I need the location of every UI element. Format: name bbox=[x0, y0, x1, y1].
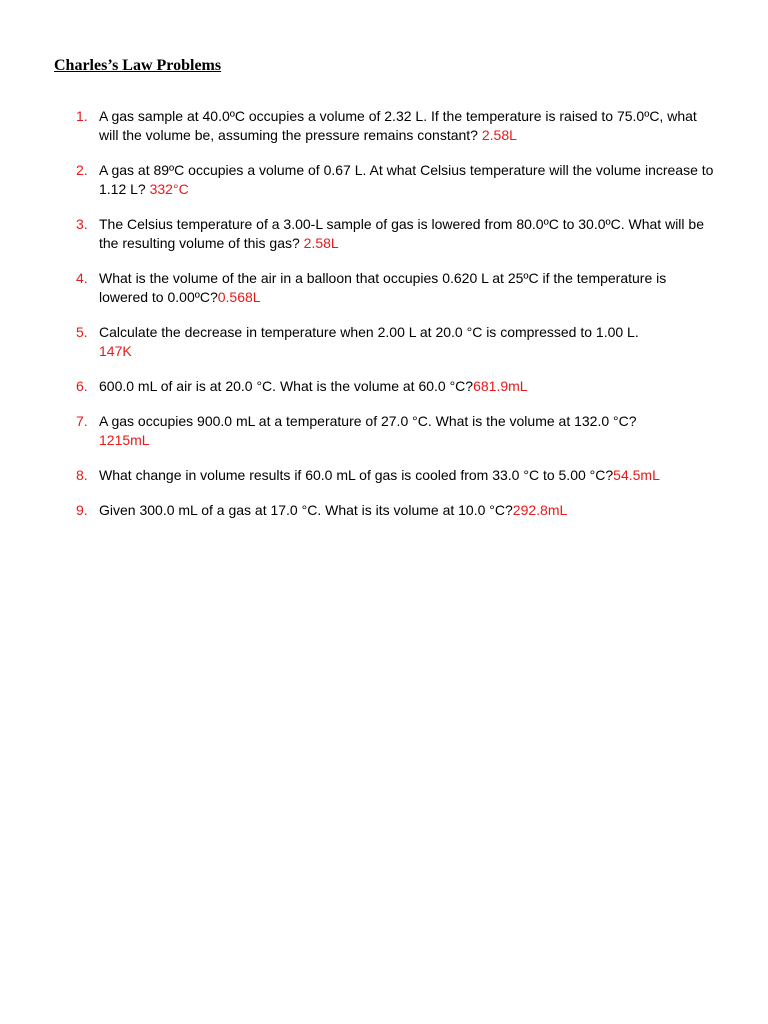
problem-item bbox=[0, 412, 768, 450]
problem-text: Calculate the decrease in temperature when 2.00 L at 20.0 °C is compressed to 1.00 L. bbox=[99, 324, 639, 340]
problem-number: 9. bbox=[76, 502, 88, 518]
problem-item bbox=[0, 377, 768, 396]
problem-answer: 0.568L bbox=[217, 289, 261, 305]
problem-item bbox=[0, 161, 768, 199]
page-title: Charles’s Law Problems bbox=[54, 57, 222, 74]
problem-answer: 54.5mL bbox=[613, 467, 660, 483]
problem-answer: 332°C bbox=[149, 181, 189, 197]
problem-text: The Celsius temperature of a 3.00-L sample of gas is lowered from 80.0ºC to 30.0ºC. What will be the resulting volume of this gas? bbox=[99, 216, 704, 251]
problem-answer: 681.9mL bbox=[473, 378, 528, 394]
problem-number: 7. bbox=[76, 413, 88, 429]
problem-number: 4. bbox=[76, 270, 88, 286]
problem-item bbox=[0, 269, 768, 307]
problem-text: What change in volume results if 60.0 mL of gas is cooled from 33.0 °C to 5.00 °C? bbox=[99, 467, 614, 483]
problem-answer: 1215mL bbox=[99, 432, 150, 448]
problem-item bbox=[0, 323, 768, 361]
problem-text: Given 300.0 mL of a gas at 17.0 °C. What is its volume at 10.0 °C? bbox=[99, 502, 513, 518]
problem-item bbox=[0, 466, 768, 485]
problem-number: 5. bbox=[76, 324, 88, 340]
problem-number: 2. bbox=[76, 162, 88, 178]
problem-number: 1. bbox=[76, 108, 88, 124]
problem-number: 3. bbox=[76, 216, 88, 232]
problem-answer: 2.58L bbox=[481, 127, 517, 143]
problem-answer: 147K bbox=[99, 343, 132, 359]
problem-text: 600.0 mL of air is at 20.0 °C. What is the volume at 60.0 °C? bbox=[99, 378, 474, 394]
problem-answer: 292.8mL bbox=[512, 502, 568, 518]
problem-list bbox=[0, 107, 768, 536]
problem-item bbox=[0, 215, 768, 253]
problem-item bbox=[0, 501, 768, 520]
problem-text: A gas at 89ºC occupies a volume of 0.67 L. At what Celsius temperature will the volume increase to 1.12 L? bbox=[99, 162, 714, 197]
problem-text: What is the volume of the air in a balloon that occupies 0.620 L at 25ºC if the temperature is lowered to 0.00ºC? bbox=[99, 270, 667, 305]
problem-number: 8. bbox=[76, 467, 88, 483]
problem-answer: 2.58L bbox=[303, 235, 339, 251]
problem-text: A gas sample at 40.0ºC occupies a volume of 2.32 L. If the temperature is raised to 75.0ºC, what will the volume be, assuming the pressure remains constant? bbox=[99, 108, 697, 143]
problem-item bbox=[0, 107, 768, 145]
problem-number: 6. bbox=[76, 378, 88, 394]
problem-text: A gas occupies 900.0 mL at a temperature of 27.0 °C. What is the volume at 132.0 °C? bbox=[99, 413, 637, 429]
